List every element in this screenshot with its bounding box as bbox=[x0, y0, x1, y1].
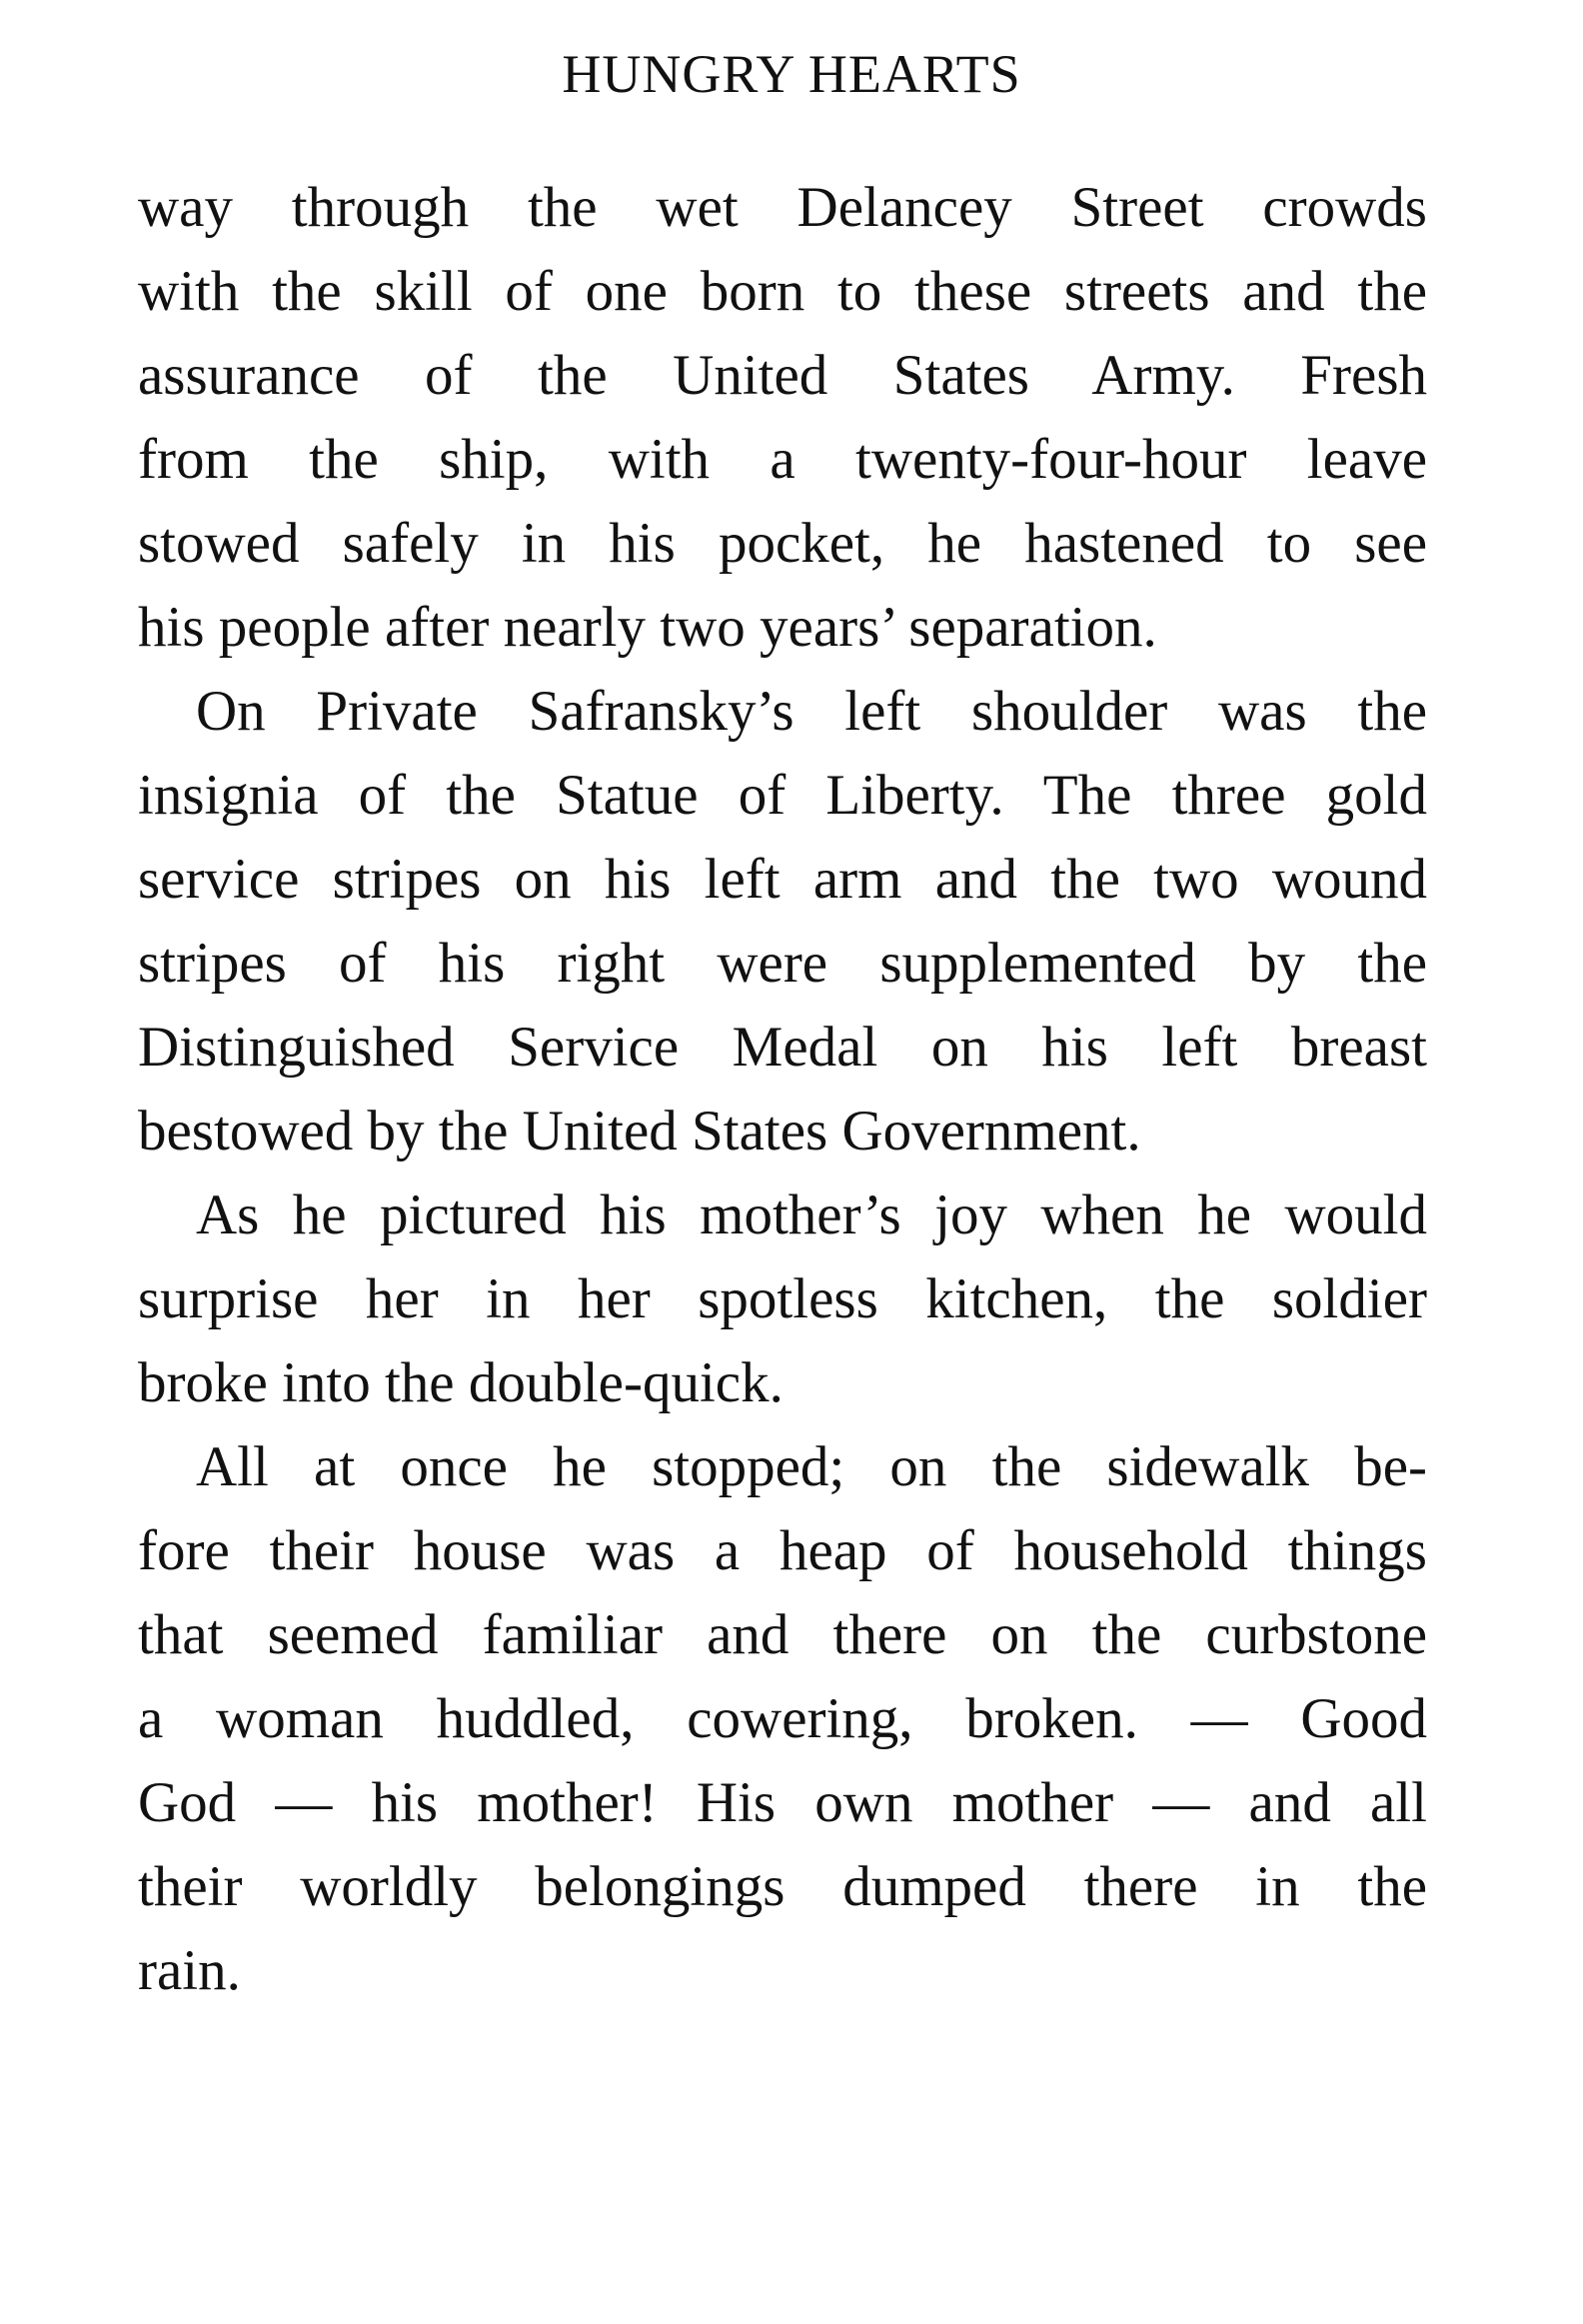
text-line: his people after nearly two years’ separation. bbox=[138, 596, 1157, 659]
text-line: stowed safely in his pocket, he hastened to see bbox=[138, 512, 1427, 575]
text-line: bestowed by the United States Government. bbox=[138, 1100, 1141, 1162]
text-line: surprise her in her spotless kitchen, the soldier bbox=[138, 1267, 1427, 1330]
text-line: On Private Safransky’s left shoulder was the bbox=[196, 680, 1427, 743]
text-line: God — his mother! His own mother — and all bbox=[138, 1771, 1427, 1834]
text-line: fore their house was a heap of household things bbox=[138, 1519, 1427, 1582]
text-line: assurance of the United States Army. Fresh bbox=[138, 344, 1427, 407]
text-line: stripes of his right were supplemented by the bbox=[138, 932, 1427, 995]
text-line: As he pictured his mother’s joy when he would bbox=[196, 1183, 1427, 1246]
text-line: that seemed familiar and there on the curbstone bbox=[138, 1603, 1427, 1666]
body-text bbox=[138, 166, 1427, 2013]
text-line: All at once he stopped; on the sidewalk be- bbox=[196, 1435, 1427, 1498]
text-line: with the skill of one born to these streets and the bbox=[138, 260, 1427, 323]
text-line: insignia of the Statue of Liberty. The three gold bbox=[138, 764, 1427, 827]
text-line: their worldly belongings dumped there in the bbox=[138, 1855, 1427, 1918]
text-line: rain. bbox=[138, 1939, 241, 2002]
text-line: a woman huddled, cowering, broken. — Good bbox=[138, 1687, 1427, 1750]
running-head: HUNGRY HEARTS bbox=[562, 44, 1021, 104]
text-line: service stripes on his left arm and the two wound bbox=[138, 848, 1427, 911]
text-line: broke into the double-quick. bbox=[138, 1351, 784, 1414]
text-line: Distinguished Service Medal on his left breast bbox=[138, 1016, 1427, 1079]
text-line: way through the wet Delancey Street crowds bbox=[138, 176, 1427, 239]
text-line: from the ship, with a twenty-four-hour leave bbox=[138, 428, 1427, 491]
